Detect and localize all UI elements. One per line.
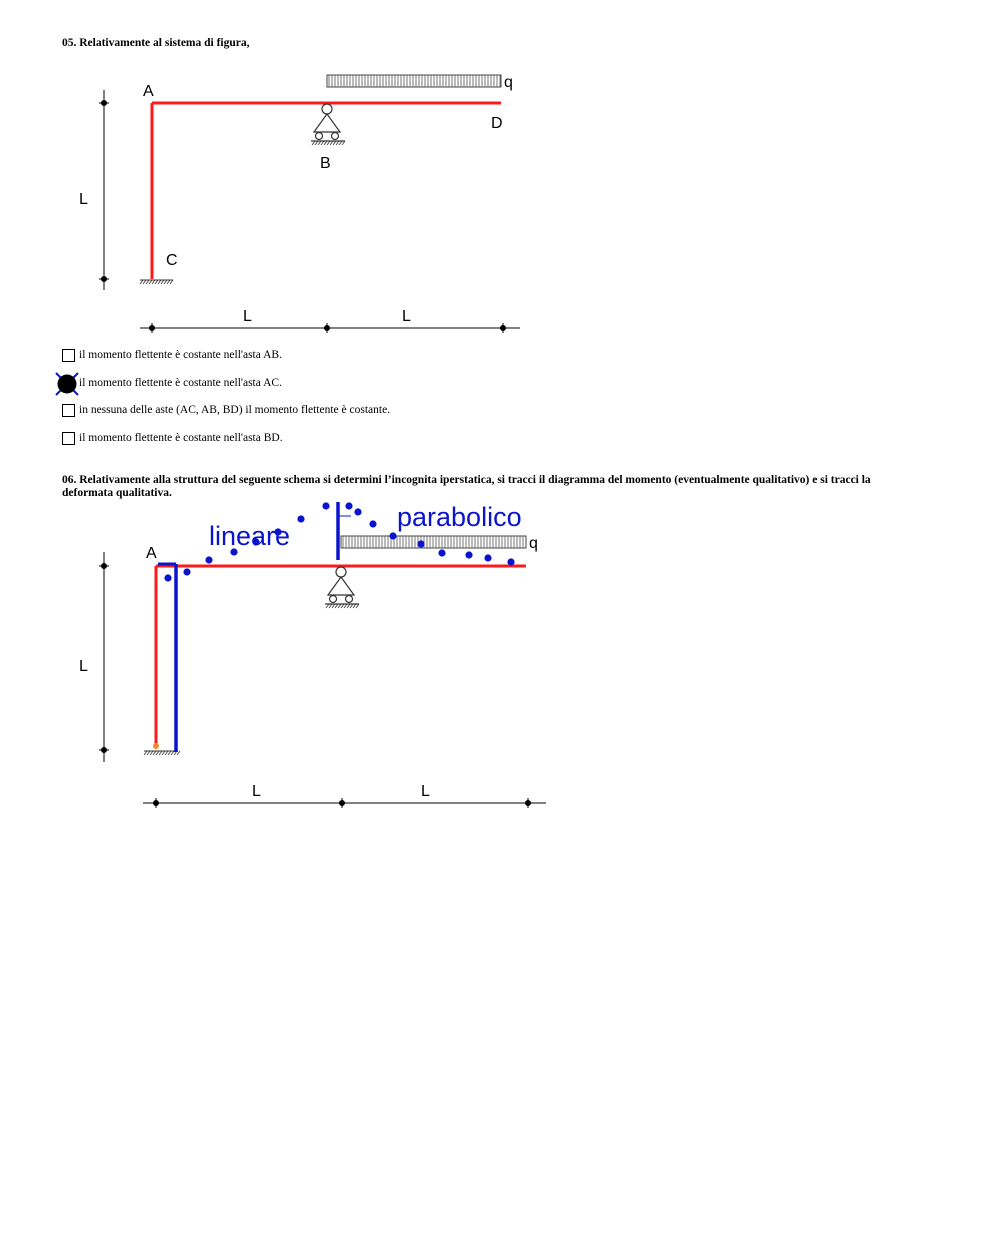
load-label-q: q <box>504 74 513 91</box>
option-label: il momento flettente è costante nell'asta AB. <box>79 349 282 361</box>
dimension-label-vertical: L <box>79 658 88 675</box>
annotation-parabolic: parabolico <box>397 502 522 532</box>
deformed-shape-dot <box>417 540 424 547</box>
horizontal-dimension-06 <box>143 798 546 808</box>
deformed-shape-dot <box>183 568 190 575</box>
question-06-title: 06. Relativamente alla struttura del seguente schema si determini l’incognita iperstatica, si tracci il diagramma del momento (eventualmente qualitativo) e si tracci la deformata qualitativa. <box>62 474 871 499</box>
structure-diagram-06 <box>0 0 600 820</box>
deformed-shape-dot <box>389 532 396 539</box>
deformed-shape-dot <box>297 515 304 522</box>
deformed-shape-dot <box>322 502 329 509</box>
deformed-shape-dot <box>465 551 472 558</box>
dimension-label-right: L <box>402 308 411 325</box>
deformed-shape-dot <box>205 556 212 563</box>
distributed-load-06 <box>341 536 526 548</box>
annotation-linear: lineare <box>209 521 291 551</box>
deformed-shape-dot <box>164 574 171 581</box>
dimension-label-left: L <box>252 783 261 800</box>
deformed-shape-dot <box>354 508 361 515</box>
node-label-B: B <box>320 155 331 172</box>
column-base-marker <box>153 743 159 749</box>
question-05-title: 05. Relativamente al sistema di figura, <box>62 37 250 49</box>
node-label-A: A <box>146 545 157 562</box>
deformed-shape-dot <box>345 502 352 509</box>
deformed-shape-dot <box>484 554 491 561</box>
deformed-shape-dot <box>507 558 514 565</box>
roller-support-06 <box>325 567 359 608</box>
dimension-label-vertical: L <box>79 191 88 208</box>
load-label-q: q <box>529 535 538 552</box>
dimension-label-right: L <box>421 783 430 800</box>
deformed-shape-dot <box>369 520 376 527</box>
dimension-label-left: L <box>243 308 252 325</box>
option-label: il momento flettente è costante nell'asta AC. <box>79 377 282 389</box>
node-label-D: D <box>491 115 503 132</box>
node-label-C: C <box>166 252 178 269</box>
deformed-shape-dot <box>438 549 445 556</box>
option-label: il momento flettente è costante nell'asta BD. <box>79 432 283 444</box>
vertical-dimension-06 <box>99 552 109 762</box>
node-label-A: A <box>143 83 154 100</box>
option-label: in nessuna delle aste (AC, AB, BD) il momento flettente è costante. <box>79 404 391 416</box>
